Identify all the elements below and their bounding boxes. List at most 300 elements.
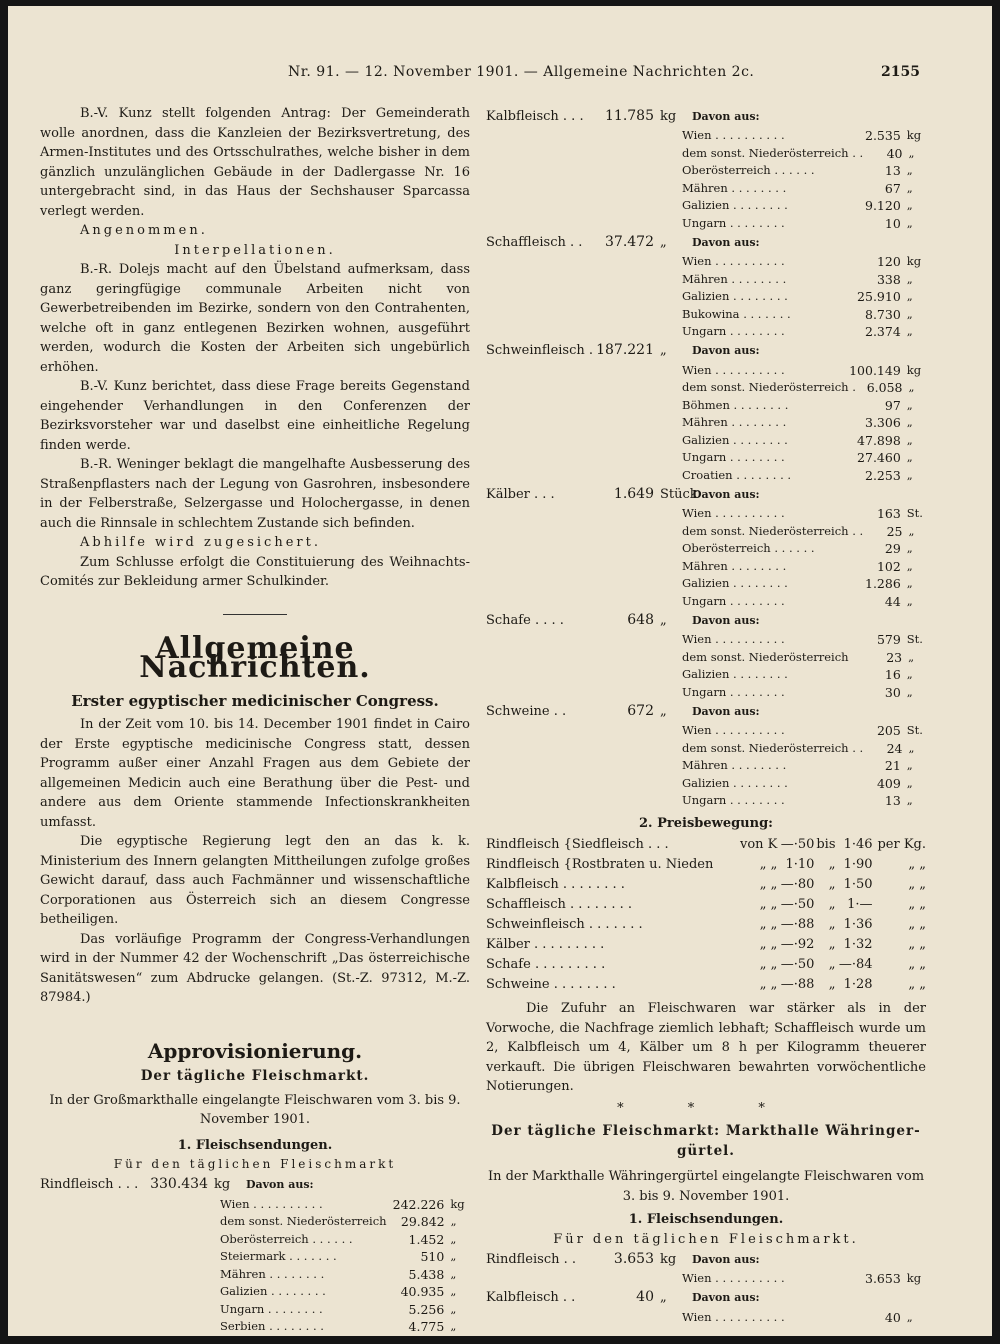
origin-value: 13 [884, 163, 901, 178]
section-divider [223, 614, 287, 615]
origin-name: Wien . . . . . . . . . . [682, 128, 785, 142]
price-max: 1·50 [843, 877, 873, 893]
origin-value: 2.253 [865, 467, 901, 483]
origin-name: Wien . . . . . . . . . . [682, 506, 785, 520]
price-row [486, 835, 926, 855]
price-to: „ [828, 877, 836, 893]
price-from: „ „ [759, 977, 778, 993]
origin-value: 29.842 [400, 1214, 445, 1229]
price-from: „ „ [759, 877, 778, 893]
origin-name: Böhmen . . . . . . . . [682, 397, 789, 412]
origin-value: 44 [884, 593, 901, 609]
origin-name: Oberösterreich . . . . . . [220, 1231, 353, 1246]
origin-value: 510 [420, 1249, 445, 1264]
origin-name: Mähren . . . . . . . . [682, 758, 787, 772]
origin-value: 25.910 [857, 289, 901, 304]
origin-name: dem sonst. Niederösterreich . [682, 380, 856, 394]
price-summary: Die Zufuhr an Fleischwaren war stärker als in der Vorwoche, die Nachfrage ziemlich lebhaft; Schaffleisch wurde um 2, Kalbfleisch um 4, Kälber um 8 h per Kilogramm theuerer verkauft. Die übrigen Fleischwaren bewahrten vorwöchentliche Notierungen. [486, 1001, 926, 1094]
price-max: 1·28 [843, 977, 873, 993]
shipment-group [486, 341, 926, 485]
shipment-name: Rindfleisch . . [486, 1251, 577, 1267]
congress-heading: Erster egyptischer medicinischer Congress. [71, 691, 439, 710]
origin-unit: „ [906, 215, 913, 230]
shipment-davon: Davon aus: [246, 1178, 314, 1192]
price-min: —·80 [780, 877, 815, 893]
origin-name: Wien . . . . . . . . . . [682, 632, 785, 646]
origin-unit: „ [906, 667, 913, 681]
price-item: Schweinfleisch . . . . . . . [486, 917, 643, 933]
origin-unit: „ [908, 649, 915, 664]
origin-unit: kg [906, 254, 922, 268]
origin-unit: „ [906, 467, 913, 482]
origin-value: 4.775 [408, 1319, 445, 1334]
price-min: —·50 [780, 897, 815, 913]
origin-name: Wien . . . . . . . . . . [682, 1309, 785, 1324]
origin-value: 6.058 [866, 380, 903, 395]
origin-row [682, 792, 926, 810]
origin-unit: „ [450, 1319, 457, 1333]
origin-row [682, 775, 926, 793]
shipment-name: Schafe . . . . [486, 612, 564, 628]
price-unit: „ „ [908, 937, 926, 953]
origin-unit: „ [908, 145, 915, 160]
shipment-row [486, 701, 926, 722]
shipment-name: Kalbfleisch . . [486, 1290, 576, 1306]
shipment-name: Kälber . . . [486, 486, 555, 502]
origin-name: Mähren . . . . . . . . [682, 415, 787, 429]
origin-name: Galizien . . . . . . . . [682, 432, 788, 447]
approvisioning-title: Approvisionierung. [147, 1038, 363, 1063]
origin-unit: „ [906, 397, 913, 412]
origin-value: 29 [884, 541, 901, 556]
origin-unit: „ [906, 163, 913, 177]
price-item: Kalbfleisch . . . . . . . . [486, 877, 625, 893]
origin-name: Serbien . . . . . . . . [220, 1319, 324, 1333]
origin-unit: „ [906, 415, 913, 429]
origin-name: Galizien . . . . . . . . [682, 198, 788, 212]
origin-name: Wien . . . . . . . . . . [220, 1196, 323, 1211]
origin-unit: „ [906, 198, 913, 212]
wg-market-heading: Der tägliche Fleischmarkt: Markthalle Währinger-gürtel. [491, 1123, 921, 1159]
price-to: bis [816, 837, 836, 853]
origin-value: 100.149 [849, 362, 901, 378]
price-to: „ [828, 957, 836, 973]
origin-value: 16 [884, 667, 901, 682]
origin-name: Oberösterreich . . . . . . [682, 541, 815, 555]
origin-name: Bukowina . . . . . . . [682, 306, 791, 321]
paragraph-dolejs: B.-R. Dolejs macht auf den Übelstand aufmerksam, dass ganz geringfügige communale Arbeiten nicht von Gewerbetreibenden im Bezirke, sondern von den Contrahenten, welche oft in ganz entlegenen Bezirken wohnen, ausgeführt werden, wodurch die Kosten der Arbeiten sich ungebürlich erhöhen. [40, 262, 470, 375]
shipment-davon: Davon aus: [692, 344, 760, 358]
origin-value: 23 [886, 649, 903, 665]
shipment-group [486, 1288, 926, 1327]
paragraph-kunz-motion: B.-V. Kunz stellt folgenden Antrag: Der Gemeinderath wolle anordnen, dass die Kanzleien der Bezirksvertretung, des Armen-Institutes und des Ortsschulrathes, welche bisher in dem gänzlich unzulänglichen Gebäude in der Dadlergasse Nr. 16 untergebracht sind, in das Haus der Sechshauser Sparcassa verlegt werden. [40, 106, 470, 219]
price-unit: per Kg. [877, 837, 926, 853]
price-row [486, 855, 926, 875]
origin-row [682, 722, 926, 740]
origin-name: Mähren . . . . . . . . [220, 1266, 325, 1281]
shipment-unit: „ [660, 612, 667, 628]
resolution-redress: Abhilfe wird zugesichert. [80, 535, 321, 550]
origin-unit: St. [906, 506, 923, 520]
origin-row [220, 1301, 470, 1319]
price-row [486, 935, 926, 955]
shipment-groups [486, 106, 926, 810]
origin-name: Galizien . . . . . . . . [220, 1284, 326, 1298]
origin-row [682, 271, 926, 289]
origin-value: 47.898 [857, 432, 901, 448]
shipment-row [486, 1288, 926, 1309]
origin-value: 579 [876, 632, 901, 647]
price-max: 1·90 [843, 857, 873, 873]
origin-value: 13 [884, 793, 901, 808]
price-table [486, 835, 926, 995]
origin-row [682, 523, 926, 541]
shipment-davon: Davon aus: [692, 235, 760, 249]
origin-row [682, 558, 926, 576]
origin-unit: kg [450, 1196, 465, 1211]
price-min: —·88 [780, 917, 815, 933]
price-to: „ [828, 897, 836, 913]
origin-row [682, 540, 926, 558]
origin-name: Mähren . . . . . . . . [682, 558, 787, 573]
shipment-row [486, 232, 926, 253]
origin-name: dem sonst. Niederösterreich [220, 1214, 387, 1228]
origin-value: 242.226 [392, 1196, 445, 1212]
origin-value: 40 [886, 145, 903, 161]
wg-shipments-heading: 1. Fleischsendungen. [628, 1212, 784, 1227]
origin-value: 2.535 [865, 128, 901, 143]
origin-row [682, 162, 926, 180]
origin-name: Oberösterreich . . . . . . [682, 163, 815, 177]
shipment-davon: Davon aus: [692, 487, 760, 501]
shipment-unit: „ [660, 234, 667, 250]
paragraph-weninger: B.-R. Weninger beklagt die mangelhafte Ausbesserung des Straßenpflasters nach der Legung von Gasrohren, insbesondere in der Felberstraße, Selzergasse und Holochergasse, in denen auch die Rinnsale in schlechtem Zustande sich befinden. [40, 457, 470, 531]
origin-name: Galizien . . . . . . . . [682, 576, 788, 590]
shipment-davon: Davon aus: [692, 1252, 760, 1266]
shipment-row [486, 106, 926, 127]
origin-unit: „ [906, 289, 913, 303]
origin-row [682, 666, 926, 684]
paragraph-congress-3: Das vorläufige Programm der Congress-Verhandlungen wird in der Nummer 42 der Wochenschrift „Das österreichische Sanitätswesen“ zum Abdrucke gelangen. (St.-Z. 97312, M.-Z. 87984.) [40, 931, 470, 1005]
shipment-name: Schweinfleisch . [486, 343, 594, 359]
price-from: „ „ [759, 917, 778, 933]
origin-name: Ungarn . . . . . . . . [682, 593, 785, 608]
origin-value: 40 [884, 1309, 901, 1325]
origin-name: Ungarn . . . . . . . . [682, 793, 785, 807]
price-from: von K [739, 837, 778, 853]
price-row [486, 895, 926, 915]
running-header: Nr. 91. — 12. November 1901. — Allgemeine Nachrichten 2c. [288, 64, 755, 80]
origin-unit: kg [906, 362, 922, 377]
price-item: Rindfleisch {Siedfleisch . . . [486, 837, 669, 853]
meat-market-intro: In der Großmarkthalle eingelangte Fleischwaren vom 3. bis 9. November 1901. [49, 1092, 461, 1127]
shipment-quantity: 3.653 [613, 1250, 654, 1267]
origin-name: Ungarn . . . . . . . . [682, 450, 785, 464]
origin-row [220, 1231, 470, 1249]
origin-row [682, 740, 926, 758]
origin-unit: „ [908, 740, 915, 755]
origin-row [682, 575, 926, 593]
origin-unit: „ [906, 758, 913, 772]
origin-value: 10 [884, 215, 901, 231]
price-to: „ [828, 857, 836, 873]
shipment-quantity: 11.785 [605, 107, 654, 124]
origin-unit: „ [908, 380, 915, 394]
origin-value: 25 [886, 523, 903, 539]
section-title: Allgemeine Nachrichten. [139, 630, 371, 685]
origin-unit: „ [450, 1214, 457, 1228]
origin-value: 102 [876, 558, 901, 574]
origin-row [682, 414, 926, 432]
interpellations-heading: Interpellationen. [174, 242, 336, 258]
shipment-unit: Stück [660, 486, 698, 502]
price-unit: „ „ [908, 957, 926, 973]
price-item: Schafe . . . . . . . . . [486, 957, 606, 973]
shipment-unit: kg [660, 1251, 677, 1267]
price-to: „ [828, 937, 836, 953]
origin-unit: „ [906, 775, 913, 790]
origin-name: dem sonst. Niederösterreich . . [682, 523, 864, 538]
shipment-name: Kalbfleisch . . . [486, 108, 584, 124]
origin-row [682, 180, 926, 198]
shipment-quantity: 40 [636, 1289, 654, 1306]
origin-unit: „ [906, 271, 913, 286]
origin-unit: „ [450, 1266, 457, 1281]
price-from: „ „ [759, 897, 778, 913]
price-min: —·50 [780, 837, 815, 853]
origin-unit: „ [906, 306, 913, 321]
shipment-quantity: 648 [627, 611, 654, 628]
price-row [486, 955, 926, 975]
origin-value: 9.120 [865, 198, 901, 213]
origin-row [220, 1266, 470, 1284]
origin-row [682, 649, 926, 667]
origin-unit: St. [906, 632, 923, 646]
shipment-group [486, 232, 926, 341]
origin-name: Wien . . . . . . . . . . [682, 723, 785, 737]
price-unit: „ „ [908, 977, 926, 993]
origin-value: 24 [886, 740, 903, 756]
shipment-row [486, 341, 926, 362]
meat-market-heading: Der tägliche Fleischmarkt. [140, 1068, 370, 1084]
origin-value: 409 [876, 775, 901, 791]
origin-name: Mähren . . . . . . . . [682, 271, 787, 286]
wg-market-intro: In der Markthalle Währingergürtel eingelangte Fleischwaren vom 3. bis 9. November 1901. [487, 1169, 925, 1204]
price-unit: „ „ [908, 917, 926, 933]
origin-row [682, 505, 926, 523]
price-from: „ „ [759, 937, 778, 953]
origin-value: 27.460 [857, 450, 901, 465]
shipments-heading: 1. Fleischsendungen. [177, 1137, 333, 1153]
origin-row [682, 449, 926, 467]
origin-value: 67 [884, 180, 901, 196]
origin-row [220, 1283, 470, 1301]
origin-unit: „ [450, 1284, 457, 1298]
origin-value: 3.653 [865, 1271, 901, 1286]
shipment-quantity: 187.221 [596, 342, 654, 359]
origin-unit: „ [450, 1301, 457, 1316]
page-number: 2155 [881, 64, 920, 80]
price-unit: „ „ [908, 897, 926, 913]
price-row [486, 975, 926, 995]
origin-name: Ungarn . . . . . . . . [682, 215, 785, 230]
price-to: „ [828, 977, 836, 993]
origin-value: 40.935 [400, 1284, 445, 1299]
shipment-davon: Davon aus: [692, 613, 760, 627]
shipment-group [486, 610, 926, 701]
price-item: Schweine . . . . . . . . [486, 977, 616, 993]
origin-name: Galizien . . . . . . . . [682, 775, 788, 790]
origin-unit: „ [906, 180, 913, 195]
shipment-davon: Davon aus: [692, 704, 760, 718]
separator-stars: * * * [617, 1100, 795, 1116]
origin-row [682, 379, 926, 397]
origin-row [682, 197, 926, 215]
price-row [486, 915, 926, 935]
price-max: 1·32 [843, 937, 873, 953]
origin-value: 30 [884, 684, 901, 700]
shipment-quantity: 37.472 [605, 233, 654, 250]
origin-row [682, 593, 926, 611]
origin-name: dem sonst. Niederösterreich . . [682, 740, 864, 755]
shipment-name: Schweine . . [486, 703, 567, 719]
price-max: 1·36 [843, 917, 873, 933]
origin-name: dem sonst. Niederösterreich . . [682, 145, 864, 160]
origin-row [682, 397, 926, 415]
price-min: 1·10 [785, 857, 815, 873]
shipment-group [486, 484, 926, 610]
origin-unit: St. [906, 723, 923, 737]
origin-value: 5.256 [408, 1301, 445, 1317]
shipment-row [486, 1249, 926, 1270]
price-max: 1·46 [843, 837, 873, 853]
origin-row [682, 127, 926, 145]
origin-value: 3.306 [865, 415, 901, 430]
origin-row [220, 1318, 470, 1336]
price-heading: 2. Preisbewegung: [639, 815, 773, 831]
shipment-davon: Davon aus: [692, 1291, 760, 1305]
origin-value: 163 [876, 506, 901, 521]
origin-unit: „ [906, 432, 913, 447]
shipment-unit: „ [660, 703, 667, 719]
shipment-row [486, 610, 926, 631]
origin-row [682, 467, 926, 485]
origin-value: 338 [876, 271, 901, 287]
origin-name: Mähren . . . . . . . . [682, 180, 787, 195]
price-item: Rindfleisch {Rostbraten u. Nieden [486, 857, 714, 873]
origin-name: dem sonst. Niederösterreich [682, 649, 849, 664]
origin-unit: „ [906, 576, 913, 590]
origin-value: 1.452 [408, 1231, 445, 1247]
origin-unit: „ [906, 1309, 913, 1324]
origin-row [682, 362, 926, 380]
origin-value: 2.374 [865, 324, 901, 339]
resolution-accepted: Angenommen. [80, 223, 208, 238]
origin-row [682, 253, 926, 271]
origin-row [682, 215, 926, 233]
paragraph-congress-2: Die egyptische Regierung legt den an das k. k. Ministerium des Innern gelangten Mittheilungen zufolge großes Gewicht darauf, dass auch Fachmänner und wissenschaftliche Corporationen aus Österreich sich an diesem Congresse betheiligen. [40, 834, 470, 927]
origin-value: 1.286 [865, 576, 901, 591]
origin-row [682, 757, 926, 775]
price-min: —·88 [780, 977, 815, 993]
shipment-row [40, 1175, 470, 1196]
origin-name: Wien . . . . . . . . . . [682, 1271, 785, 1285]
origin-unit: „ [908, 523, 915, 538]
price-unit: „ „ [908, 857, 926, 873]
origin-row [682, 323, 926, 341]
origin-row [682, 631, 926, 649]
origin-value: 97 [884, 397, 901, 413]
origin-name: Ungarn . . . . . . . . [220, 1301, 323, 1316]
price-item: Schaffleisch . . . . . . . . [486, 897, 632, 913]
shipment-unit: kg [660, 108, 677, 124]
origin-row [682, 432, 926, 450]
origin-unit: kg [906, 1271, 922, 1285]
origin-row [682, 1309, 926, 1327]
shipment-row [486, 484, 926, 505]
origin-name: Croatien . . . . . . . . [682, 467, 792, 482]
paragraph-kunz-report: B.-V. Kunz berichtet, dass diese Frage bereits Gegenstand eingehender Verhandlungen in den Conferenzen der Bezirksvorsteher war und daselbst eine einheitliche Regelung finden werde. [40, 379, 470, 453]
origin-list [40, 1196, 470, 1336]
origin-row [682, 288, 926, 306]
origin-row [220, 1196, 470, 1214]
origin-row [220, 1248, 470, 1266]
origin-value: 8.730 [865, 306, 901, 322]
origin-unit: „ [906, 450, 913, 464]
right-column [486, 106, 926, 1326]
shipment-group [486, 1249, 926, 1288]
left-column [40, 104, 470, 1336]
origin-name: Wien . . . . . . . . . . [682, 362, 785, 377]
shipment-group [486, 701, 926, 810]
origin-unit: „ [906, 558, 913, 573]
paragraph-closing: Zum Schlusse erfolgt die Constituierung des Weihnachts-Comités zur Bekleidung armer Schulkinder. [40, 554, 470, 589]
origin-unit: „ [906, 541, 913, 555]
shipment-unit: „ [660, 343, 667, 359]
origin-name: Galizien . . . . . . . . [682, 667, 788, 681]
page [8, 6, 992, 1336]
shipment-unit: kg [214, 1177, 231, 1193]
origin-unit: „ [906, 593, 913, 608]
price-unit: „ „ [908, 877, 926, 893]
origin-value: 21 [884, 758, 901, 773]
shipment-quantity: 1.649 [613, 485, 654, 502]
price-item: Kälber . . . . . . . . . [486, 937, 605, 953]
price-max: 1·— [847, 897, 873, 913]
wg-shipment-groups [486, 1249, 926, 1326]
price-to: „ [828, 917, 836, 933]
shipment-unit: „ [660, 1290, 667, 1306]
shipment-quantity: 672 [627, 702, 654, 719]
origin-unit: „ [906, 793, 913, 807]
origin-value: 120 [876, 254, 901, 269]
origin-name: Ungarn . . . . . . . . [682, 684, 785, 699]
paragraph-congress-1: In der Zeit vom 10. bis 14. December 1901 findet in Cairo der Erste egyptische medicinische Congress statt, dessen Programm außer einer Anzahl Fragen aus dem Gebiete der allgemeinen Medicin auch eine Berathung über die Pest- und andere aus dem Oriente stammende Infectionskrankheiten umfasst. [40, 717, 470, 830]
origin-value: 205 [876, 723, 901, 738]
price-max: —·84 [838, 957, 873, 973]
shipment-name: Schaffleisch . . [486, 234, 583, 250]
shipment-group [486, 106, 926, 232]
origin-name: Galizien . . . . . . . . [682, 289, 788, 303]
origin-name: Ungarn . . . . . . . . [682, 324, 785, 338]
origin-value: 5.438 [408, 1266, 445, 1282]
origin-row [682, 145, 926, 163]
price-min: —·50 [780, 957, 815, 973]
price-from: „ „ [759, 857, 778, 873]
origin-unit: kg [906, 128, 922, 142]
shipment-name: Rindfleisch . . . [40, 1177, 139, 1193]
shipment-beef [40, 1175, 470, 1336]
